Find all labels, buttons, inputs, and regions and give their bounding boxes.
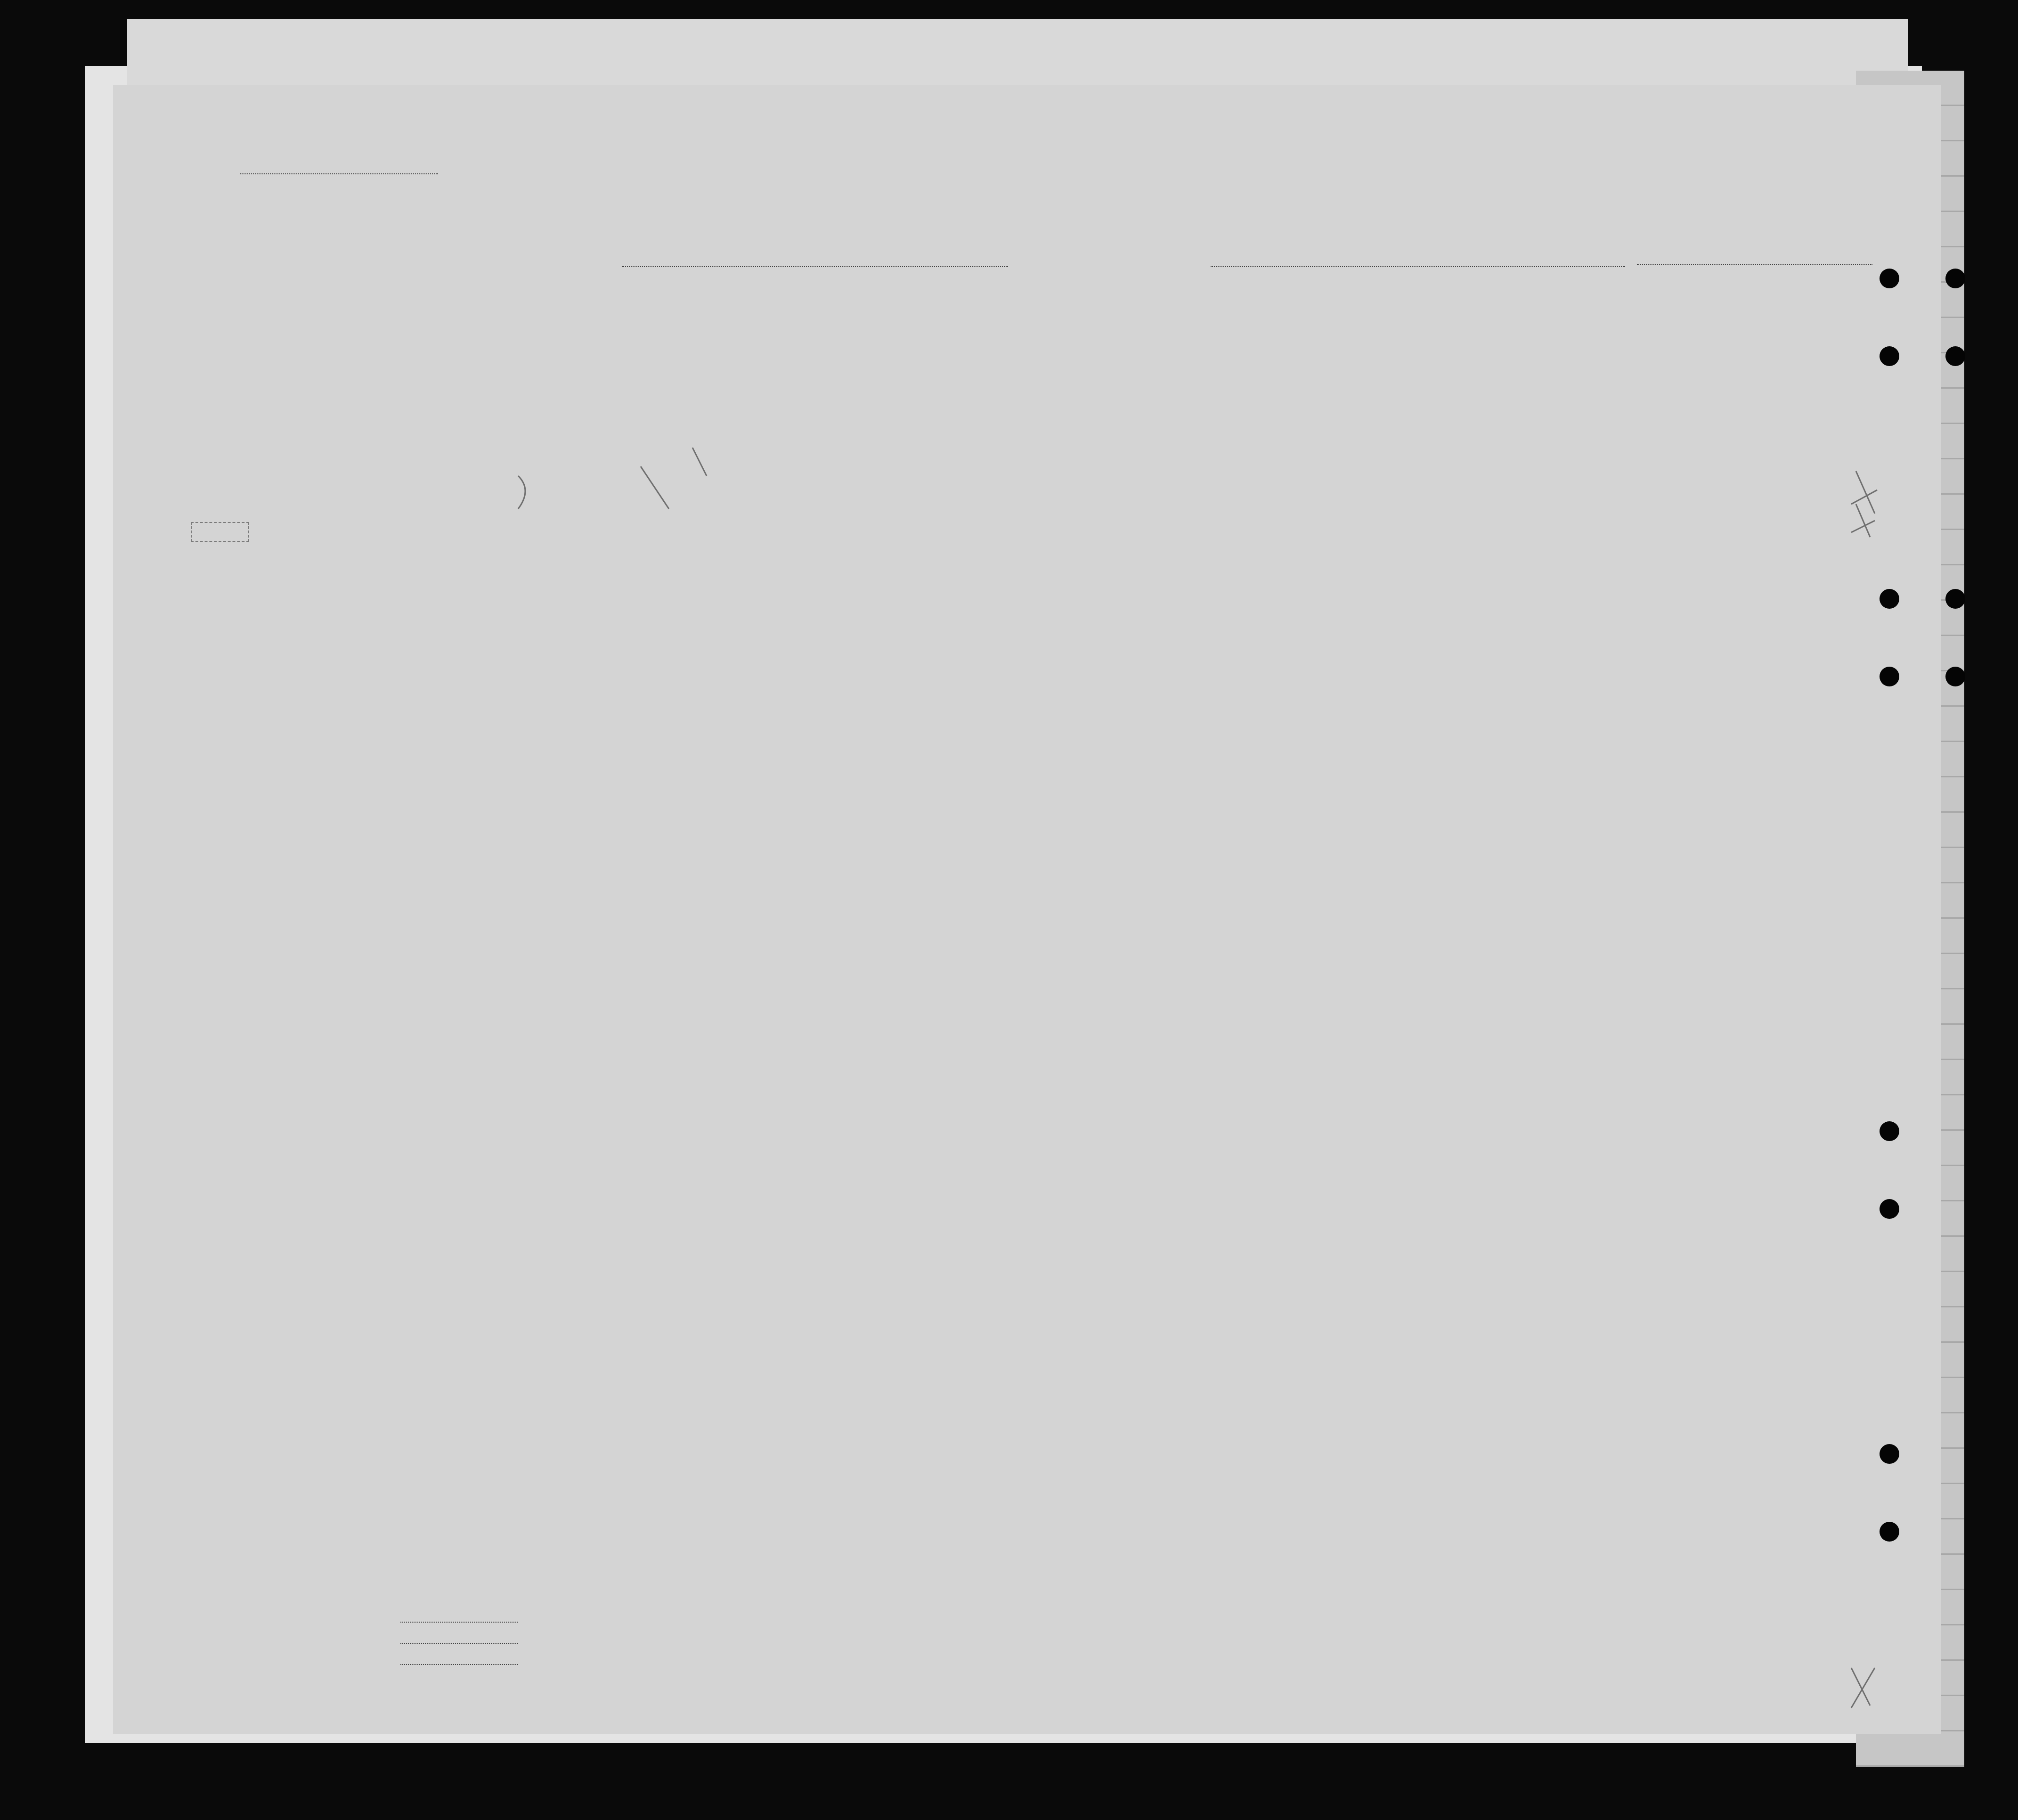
x-mark-1	[1851, 471, 1877, 514]
binder-hole	[1880, 1522, 1899, 1542]
aliens-line	[400, 1664, 518, 1665]
check-stroke-1	[641, 466, 669, 509]
x-mark-2	[1851, 504, 1875, 537]
pen-marks	[113, 85, 1941, 1734]
binder-hole	[1880, 346, 1899, 366]
binder-hole	[1945, 667, 1965, 686]
binder-hole	[1945, 346, 1965, 366]
binder-hole	[1945, 269, 1965, 288]
check-stroke-2	[692, 448, 707, 476]
x-mark-footer	[1851, 1668, 1875, 1708]
bracket-stroke	[518, 476, 525, 509]
total-passengers-line	[400, 1622, 518, 1623]
binder-hole	[1880, 667, 1899, 686]
binder-hole	[1945, 589, 1965, 609]
binder-hole	[1880, 1444, 1899, 1464]
binder-hole	[1880, 1121, 1899, 1141]
us-citizens-line	[400, 1643, 518, 1644]
binder-hole	[1880, 1199, 1899, 1219]
manifest-page	[113, 85, 1941, 1734]
binder-hole	[1880, 269, 1899, 288]
binder-hole	[1880, 589, 1899, 609]
